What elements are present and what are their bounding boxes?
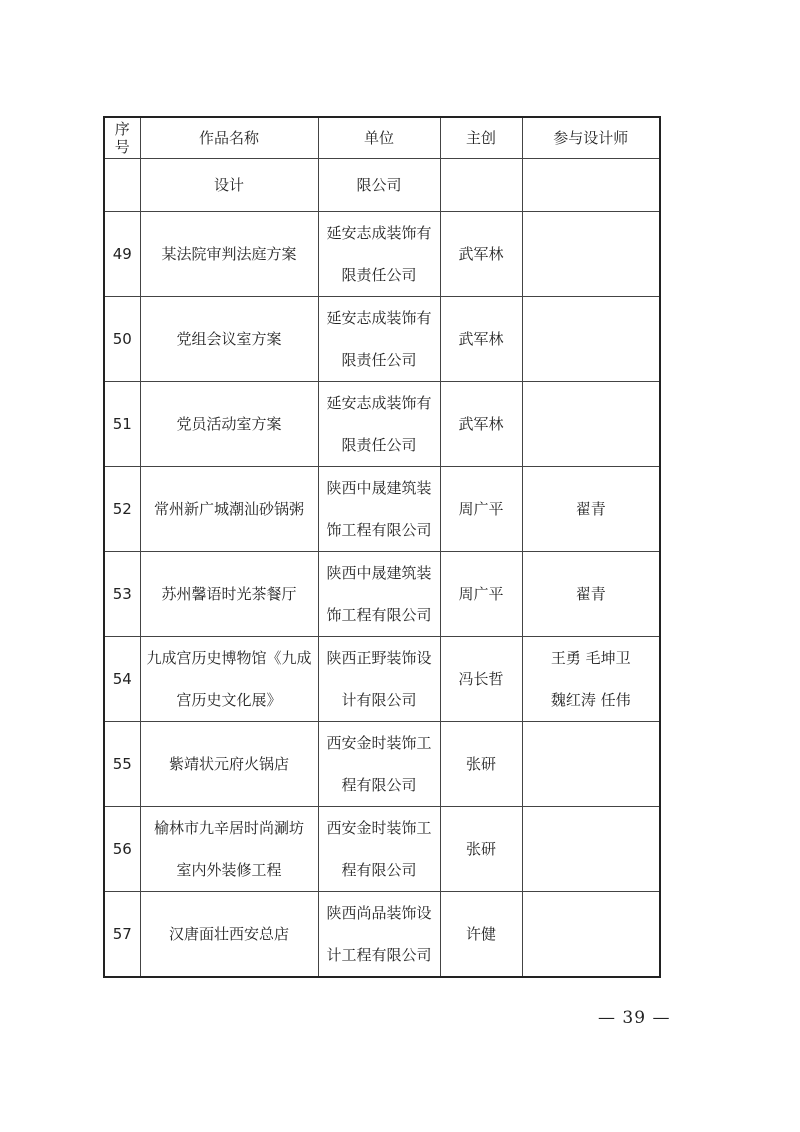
cell-seq (104, 552, 140, 637)
cell-unit-text: 西安金时装饰工 (326, 734, 432, 752)
cell-main-text: 周广平 (458, 500, 504, 518)
cont-name: 设计 (140, 159, 318, 212)
table-row (104, 467, 660, 552)
cell-unit-text: 限责任公司 (341, 351, 417, 369)
cell-unit-text: 限责任公司 (341, 436, 417, 454)
cell-seq-text: 52 (112, 500, 132, 518)
continuation-row (104, 159, 660, 212)
cell-seq (104, 892, 140, 978)
cont-participants (522, 159, 660, 212)
cell-seq (104, 467, 140, 552)
cell-name-text: 苏州馨语时光茶餐厅 (161, 585, 297, 603)
cell-participants (522, 722, 660, 807)
cell-unit (318, 637, 440, 722)
cell-participants (522, 297, 660, 382)
cell-unit-text: 陕西中晟建筑装 (326, 479, 432, 497)
cell-name (140, 212, 318, 297)
header-unit: 单位 (318, 117, 440, 159)
cell-participants (522, 382, 660, 467)
cell-main (440, 467, 522, 552)
table-row (104, 637, 660, 722)
cell-seq-text: 57 (112, 925, 132, 943)
cell-seq-text: 49 (112, 245, 132, 263)
cell-participants (522, 892, 660, 978)
cell-participants (522, 552, 660, 637)
cell-seq-text: 51 (112, 415, 132, 433)
cell-participants (522, 212, 660, 297)
cell-seq-text: 50 (112, 330, 132, 348)
cell-unit (318, 722, 440, 807)
cell-main-text: 武军林 (458, 415, 504, 433)
cell-name-text: 某法院审判法庭方案 (161, 245, 297, 263)
cell-name (140, 552, 318, 637)
cell-main (440, 297, 522, 382)
cell-unit (318, 807, 440, 892)
cell-unit-text: 陕西尚品装饰设 (326, 904, 432, 922)
cell-main-text: 张研 (465, 840, 496, 858)
cell-name-text: 党组会议室方案 (176, 330, 282, 348)
cell-unit-text: 延安志成装饰有 (326, 224, 432, 242)
cell-unit-text: 延安志成装饰有 (326, 394, 432, 412)
cell-name (140, 382, 318, 467)
cell-unit-text: 延安志成装饰有 (326, 309, 432, 327)
cell-unit-text: 计工程有限公司 (326, 946, 432, 964)
cell-main-text: 周广平 (458, 585, 504, 603)
cell-unit-text: 限责任公司 (341, 266, 417, 284)
cell-seq (104, 382, 140, 467)
cont-unit: 限公司 (318, 159, 440, 212)
table-row (104, 552, 660, 637)
cell-unit-text: 程有限公司 (341, 861, 417, 879)
cell-participants (522, 637, 660, 722)
cell-unit (318, 212, 440, 297)
cell-participants-text: 王勇 毛坤卫 (550, 649, 631, 667)
cell-name (140, 807, 318, 892)
cell-seq-text: 54 (112, 670, 132, 688)
cell-main-text: 张研 (465, 755, 496, 773)
cell-name-text: 榆林市九辛居时尚涮坊 (153, 819, 304, 837)
cell-main (440, 807, 522, 892)
cell-name-text: 室内外装修工程 (176, 861, 282, 879)
cell-participants (522, 807, 660, 892)
cell-main-text: 许健 (465, 925, 496, 943)
cell-main-text: 武军林 (458, 245, 504, 263)
cell-name (140, 892, 318, 978)
cell-main (440, 212, 522, 297)
cont-seq (104, 159, 140, 212)
cell-participants-text: 魏红涛 任伟 (550, 691, 631, 709)
cell-participants (522, 467, 660, 552)
cell-unit-text: 饰工程有限公司 (326, 521, 432, 539)
cell-seq (104, 722, 140, 807)
table-row (104, 807, 660, 892)
cell-unit-text: 西安金时装饰工 (326, 819, 432, 837)
cell-seq (104, 637, 140, 722)
header-seq: 序 号 (104, 117, 140, 159)
table-row (104, 297, 660, 382)
table-row (104, 892, 660, 978)
cell-unit (318, 892, 440, 978)
cell-unit-text: 陕西中晟建筑装 (326, 564, 432, 582)
cell-seq (104, 212, 140, 297)
cell-main-text: 冯长哲 (458, 670, 504, 688)
cell-name-text: 九成宫历史博物馆《九成 (146, 649, 312, 667)
header-main: 主创 (440, 117, 522, 159)
cell-unit (318, 467, 440, 552)
cell-name (140, 722, 318, 807)
table-row (104, 382, 660, 467)
cell-main (440, 722, 522, 807)
cell-unit-text: 饰工程有限公司 (326, 606, 432, 624)
cell-name-text: 汉唐面壮西安总店 (168, 925, 289, 943)
header-participants: 参与设计师 (522, 117, 660, 159)
cell-name (140, 467, 318, 552)
cell-seq (104, 297, 140, 382)
table-row (104, 722, 660, 807)
cont-main (440, 159, 522, 212)
cell-unit (318, 297, 440, 382)
awards-table (103, 116, 661, 978)
cell-main (440, 552, 522, 637)
cell-name-text: 常州新广城潮汕砂锅粥 (153, 500, 304, 518)
cell-unit-text: 程有限公司 (341, 776, 417, 794)
cell-name-text: 党员活动室方案 (176, 415, 282, 433)
table-row (104, 212, 660, 297)
header-name: 作品名称 (140, 117, 318, 159)
cell-participants-text: 翟青 (575, 500, 606, 518)
cell-participants-text: 翟青 (575, 585, 606, 603)
page-number: — 39 — (598, 1008, 671, 1028)
cell-unit-text: 陕西正野装饰设 (326, 649, 432, 667)
cell-main (440, 382, 522, 467)
cell-seq (104, 807, 140, 892)
cell-main (440, 892, 522, 978)
cell-unit-text: 计有限公司 (341, 691, 417, 709)
cell-name (140, 637, 318, 722)
cell-unit (318, 382, 440, 467)
header-row (104, 117, 660, 159)
cell-name-text: 紫靖状元府火锅店 (168, 755, 289, 773)
cell-unit (318, 552, 440, 637)
cell-name (140, 297, 318, 382)
cell-seq-text: 53 (112, 585, 132, 603)
cell-main (440, 637, 522, 722)
cell-main-text: 武军林 (458, 330, 504, 348)
cell-seq-text: 56 (112, 840, 132, 858)
cell-name-text: 宫历史文化展》 (176, 691, 282, 709)
cell-seq-text: 55 (112, 755, 132, 773)
